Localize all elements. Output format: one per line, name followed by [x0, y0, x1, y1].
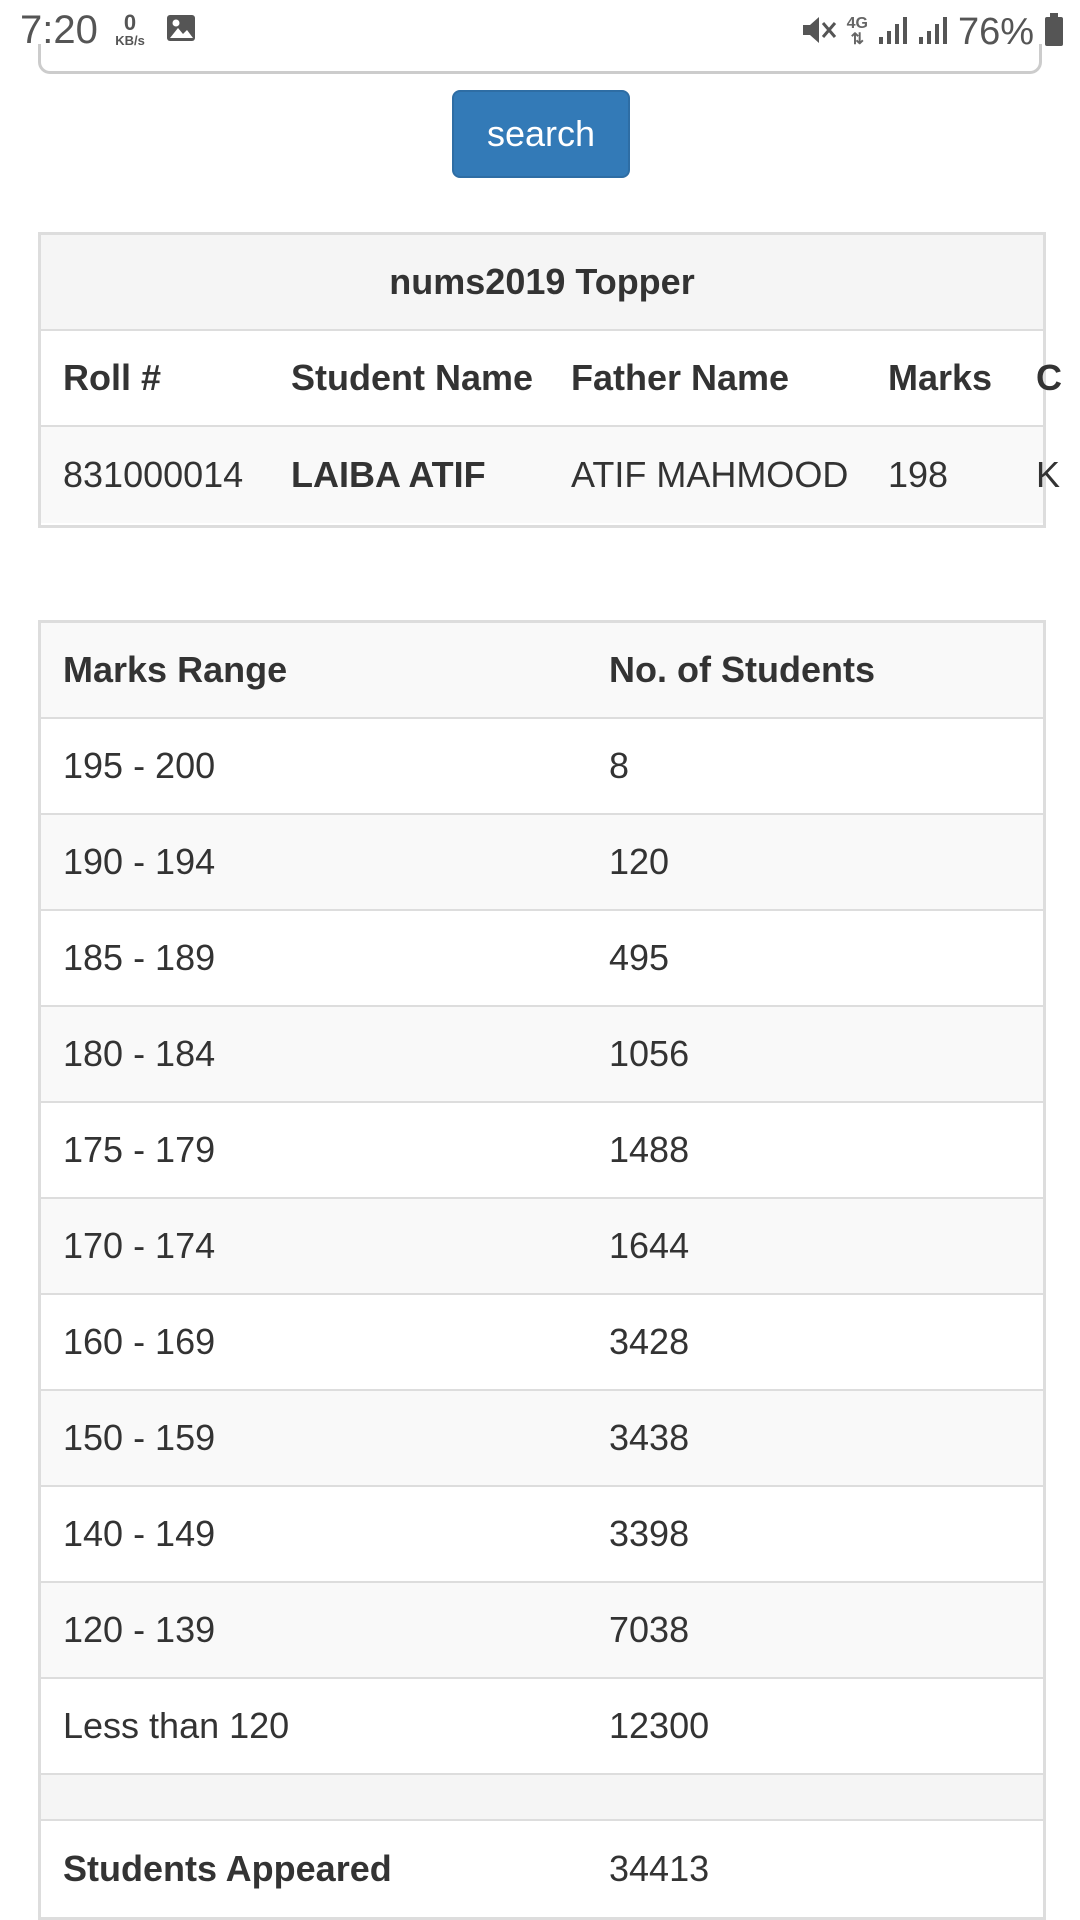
- student-count: 12300: [609, 1705, 710, 1746]
- network-speed-value: 0: [123, 10, 137, 35]
- topper-table-title: nums2019 Topper: [389, 261, 695, 302]
- topper-father-name: ATIF MAHMOOD: [571, 454, 849, 495]
- marks-range: 190 - 194: [63, 841, 216, 882]
- marks-range: 140 - 149: [63, 1513, 216, 1554]
- marks-distribution-table: [38, 620, 1046, 1920]
- topper-student-name: LAIBA ATIF: [291, 454, 486, 495]
- header-roll: Roll #: [63, 357, 162, 398]
- header-student-name: Student Name: [291, 357, 534, 398]
- student-count: 3398: [609, 1513, 690, 1554]
- header-marks-range: Marks Range: [63, 649, 288, 690]
- marks-range: 180 - 184: [63, 1033, 216, 1074]
- total-row: [41, 1821, 1043, 1917]
- table-spacer-row: [41, 1775, 1043, 1821]
- student-count: 3428: [609, 1321, 690, 1362]
- table-row: [41, 815, 1043, 911]
- header-no-of-students: No. of Students: [609, 649, 875, 690]
- table-row: [41, 1679, 1043, 1775]
- topper-truncated-cell: K: [1036, 454, 1061, 495]
- header-father-name: Father Name: [571, 357, 790, 398]
- topper-roll: 831000014: [63, 454, 244, 495]
- table-row: [41, 1199, 1043, 1295]
- network-speed: [110, 12, 150, 47]
- students-appeared-label: Students Appeared: [63, 1848, 392, 1889]
- student-count: 495: [609, 937, 670, 978]
- topper-marks: 198: [888, 454, 949, 495]
- network-speed-unit: KB/s: [115, 33, 145, 48]
- topper-header-row: [41, 331, 1062, 427]
- table-row: [41, 911, 1043, 1007]
- table-row: [41, 1295, 1043, 1391]
- marks-range: 195 - 200: [63, 745, 216, 786]
- status-time: 7:20: [20, 8, 98, 52]
- student-count: 1644: [609, 1225, 690, 1266]
- student-count: 1056: [609, 1033, 690, 1074]
- marks-range: Less than 120: [63, 1705, 290, 1746]
- student-count: 120: [609, 841, 670, 882]
- marks-range: 120 - 139: [63, 1609, 216, 1650]
- battery-percent: 76%: [957, 10, 1034, 53]
- students-appeared-value: 34413: [609, 1848, 710, 1889]
- marks-range: 150 - 159: [63, 1417, 216, 1458]
- distribution-header-row: [41, 623, 1043, 719]
- student-count: 7038: [609, 1609, 690, 1650]
- header-truncated: C: [1036, 357, 1062, 398]
- student-count: 3438: [609, 1417, 690, 1458]
- network-type: 4G ⇅: [846, 15, 868, 48]
- marks-range: 160 - 169: [63, 1321, 216, 1362]
- table-row: [41, 1391, 1043, 1487]
- table-row: [41, 1007, 1043, 1103]
- marks-range: 170 - 174: [63, 1225, 216, 1266]
- image-notification-icon: [166, 14, 196, 47]
- table-row: [41, 1583, 1043, 1679]
- topper-data-row: [41, 427, 1061, 523]
- table-row: [41, 1487, 1043, 1583]
- search-button[interactable]: search: [452, 90, 630, 178]
- marks-range: 185 - 189: [63, 937, 216, 978]
- topper-title-row: [41, 235, 1043, 331]
- search-input[interactable]: [38, 44, 1042, 74]
- table-row: [41, 1103, 1043, 1199]
- battery-icon: [1044, 13, 1064, 52]
- student-count: 1488: [609, 1129, 690, 1170]
- marks-range: 175 - 179: [63, 1129, 216, 1170]
- network-type-label: 4G: [846, 15, 868, 32]
- table-row: [41, 719, 1043, 815]
- header-marks: Marks: [888, 357, 993, 398]
- topper-table: [38, 232, 1062, 528]
- student-count: 8: [609, 745, 630, 786]
